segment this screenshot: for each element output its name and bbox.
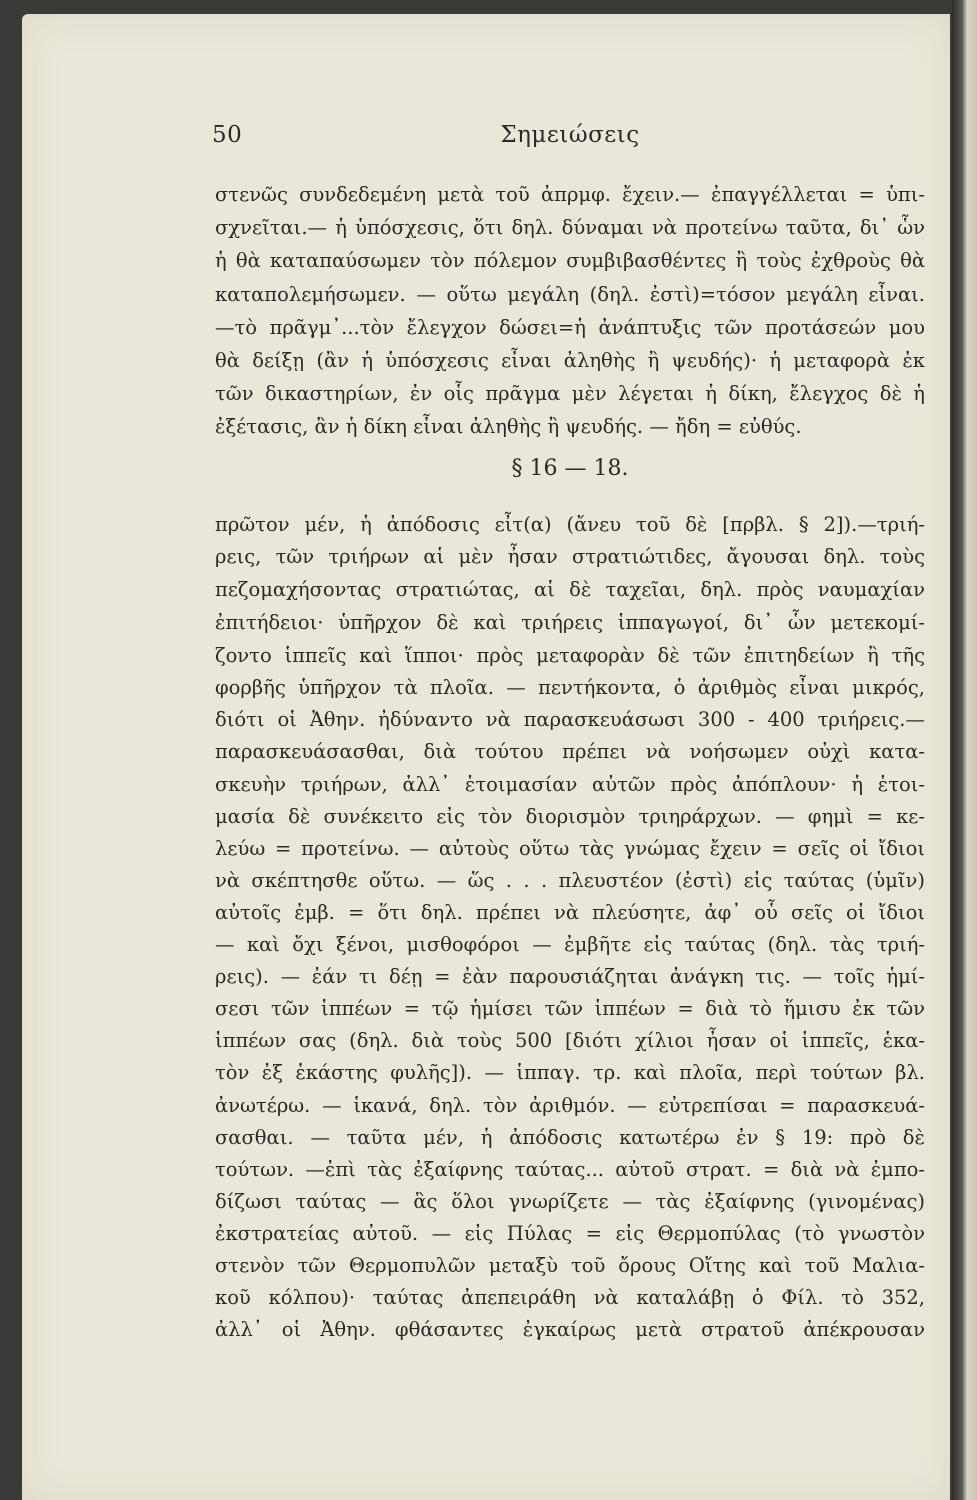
text-line: καταπολεμήσωμεν. — οὕτω μεγάλη (δηλ. ἐστὶ)=τόσον μεγάλη εἶναι. bbox=[215, 283, 925, 306]
text-line: φορβῆς ὑπῆρχον τὰ πλοῖα. — πεντήκοντα, ὁ ἀριθμὸς εἶναι μικρός, bbox=[215, 676, 925, 699]
text-line: — καὶ ὄχι ξένοι, μισθοφόροι — ἐμβῆτε εἰς ταύτας (δηλ. τὰς τριή- bbox=[215, 933, 925, 956]
text-line: στενὸν τῶν Θερμοπυλῶν μεταξὺ τοῦ ὄρους Οἴτης καὶ τοῦ Μαλια- bbox=[215, 1254, 925, 1277]
text-line: νὰ σκέπτησθε οὕτω. — ὥς . . . πλευστέον (ἐστὶ) εἰς ταύτας (ὑμῖν) bbox=[215, 869, 925, 892]
text-line: κοῦ κόλπου)· ταύτας ἀπεπειράθη νὰ καταλάβῃ ὁ Φίλ. τὸ 352, bbox=[215, 1286, 925, 1309]
text-line: σασθαι. — ταῦτα μέν, ἡ ἀπόδοσις κατωτέρω ἐν § 19: πρὸ δὲ bbox=[215, 1126, 925, 1149]
text-line: σχνεῖται.— ἡ ὑπόσχεσις, ὅτι δηλ. δύναμαι νὰ προτείνω ταῦτα, δι᾽ ὧν bbox=[215, 216, 925, 239]
text-line: λεύω = προτείνω. — αὐτοὺς οὕτω τὰς γνώμας ἔχειν = σεῖς οἱ ἴδιοι bbox=[215, 837, 925, 860]
text-line: ἐπιτήδειοι· ὑπῆρχον δὲ καὶ τριήρεις ἱππαγωγοί, δι᾽ ὧν μετεκομί- bbox=[215, 611, 925, 634]
text-line: ἐκστρατείας αὐτοῦ. — εἰς Πύλας = εἰς Θερμοπύλας (τὸ γνωστὸν bbox=[215, 1222, 925, 1245]
text-line: τὸν ἐξ ἑκάστης φυλῆς]). — ἱππαγ. τρ. καὶ πλοῖα, περὶ τούτων βλ. bbox=[215, 1061, 925, 1084]
text-line: —τὸ πρᾶγμ᾽...τὸν ἔλεγχον δώσει=ἡ ἀνάπτυξις τῶν προτάσεών μου bbox=[215, 316, 925, 339]
text-line: τούτων. —ἐπὶ τὰς ἐξαίφνης ταύτας... αὐτοῦ στρατ. = διὰ νὰ ἐμπο- bbox=[215, 1158, 925, 1181]
text-line: στενῶς συνδεδεμένη μετὰ τοῦ ἀπρμφ. ἔχειν.— ἐπαγγέλλεται = ὑπι- bbox=[215, 183, 925, 206]
text-line: τῶν δικαστηρίων, ἐν οἷς πρᾶγμα μὲν λέγεται ἡ δίκη, ἔλεγχος δὲ ἡ bbox=[215, 382, 925, 405]
page-number: 50 bbox=[212, 122, 243, 148]
text-line: διότι οἱ Ἀθην. ἠδύναντο νὰ παρασκευάσωσι 300 - 400 τριήρεις.— bbox=[215, 708, 925, 731]
text-line: ρεις, τῶν τριήρων αἱ μὲν ἦσαν στρατιώτιδες, ἄγουσαι δηλ. τοὺς bbox=[215, 545, 925, 568]
text-line: ἀνωτέρω. — ἱκανά, δηλ. τὸν ἀριθμόν. — εὐτρεπίσαι = παρασκευά- bbox=[215, 1094, 925, 1117]
text-line: ἐξέτασις, ἂν ἡ δίκη εἶναι ἀληθὴς ἢ ψευδής. — ἤδη = εὐθύς. bbox=[215, 415, 802, 438]
text-line: ρεις). — ἐάν τι δέῃ = ἐὰν παρουσιάζηται ἀνάγκη τις. — τοῖς ἡμί- bbox=[215, 965, 925, 988]
text-line: θὰ δείξῃ (ἂν ἡ ὑπόσχεσις εἶναι ἀληθὴς ἢ ψευδής)· ἡ μεταφορὰ ἐκ bbox=[215, 349, 925, 372]
text-line: ἀλλ᾽ οἱ Ἀθην. φθάσαντες ἐγκαίρως μετὰ στρατοῦ ἀπέκρουσαν bbox=[215, 1318, 925, 1341]
text-line: ζοντο ἱππεῖς καὶ ἵπποι· πρὸς μεταφορὰν δὲ τῶν ἐπιτηδείων ἢ τῆς bbox=[215, 644, 925, 667]
text-line: πρῶτον μέν, ἡ ἀπόδοσις εἶτ(α) (ἄνευ τοῦ δὲ [πρβλ. § 2]).—τριή- bbox=[215, 513, 925, 536]
text-line: σκευὴν τριήρων, ἀλλ᾽ ἑτοιμασίαν αὐτῶν πρὸς ἀπόπλουν· ἡ ἑτοι- bbox=[215, 773, 925, 796]
text-line: σεσι τῶν ἱππέων = τῷ ἡμίσει τῶν ἱππέων = διὰ τὸ ἥμισυ ἐκ τῶν bbox=[215, 997, 925, 1020]
section-heading: § 16 — 18. bbox=[511, 456, 629, 481]
text-line: μασία δὲ συνέκειτο εἰς τὸν διορισμὸν τριηράρχων. — φημὶ = κε- bbox=[215, 805, 925, 828]
page-header bbox=[212, 122, 928, 158]
text-line: ἱππέων σας (δηλ. διὰ τοὺς 500 [διότι χίλιοι ἦσαν οἱ ἱππεῖς, ἑκα- bbox=[215, 1029, 925, 1052]
text-line: παρασκευάσασθαι, διὰ τούτου πρέπει νὰ νοήσωμεν οὐχὶ κατα- bbox=[215, 740, 925, 763]
running-title: Σημειώσεις bbox=[500, 122, 640, 148]
page-edge-shadow bbox=[952, 0, 977, 1500]
text-line: πεζομαχήσοντας στρατιώτας, αἱ δὲ ταχεῖαι, δηλ. πρὸς ναυμαχίαν bbox=[215, 578, 925, 601]
text-line: αὐτοῖς ἐμβ. = ὅτι δηλ. πρέπει νὰ πλεύσητε, ἀφ᾽ οὗ σεῖς οἱ ἴδιοι bbox=[215, 901, 925, 924]
text-line: ἡ θὰ καταπαύσωμεν τὸν πόλεμον συμβιβασθέντες ἢ τοὺς ἐχθροὺς θὰ bbox=[215, 249, 925, 272]
text-line: δίζωσι ταύτας — ἃς ὅλοι γνωρίζετε — τὰς ἐξαίφνης (γινομένας) bbox=[215, 1190, 925, 1213]
